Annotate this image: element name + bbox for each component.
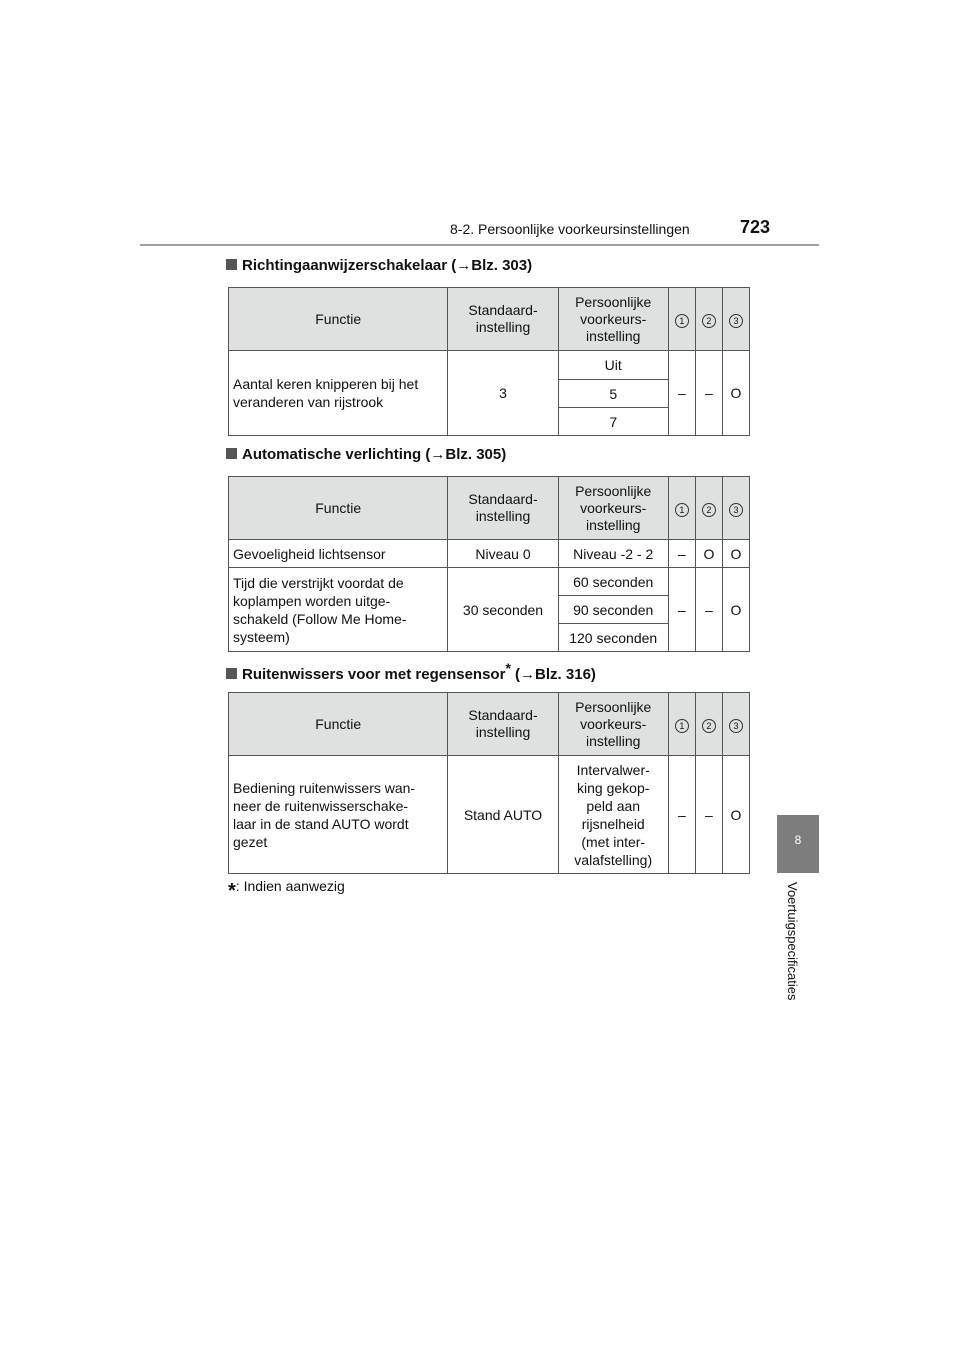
table-row	[229, 351, 750, 380]
cell-functie: Gevoeligheid lichtsensor	[229, 540, 448, 568]
square-bullet-icon	[226, 668, 237, 679]
table-row	[229, 756, 750, 874]
cell-option: 7	[558, 408, 668, 436]
table-header-row	[229, 477, 750, 540]
section-heading-richtingaanwijzer	[226, 257, 532, 274]
cell-standaard: 3	[448, 351, 558, 436]
cell-standaard: 30 seconden	[448, 568, 558, 652]
cell-c2: O	[695, 540, 722, 568]
col-header-persoonlijk: Persoonlijke voorkeurs- instelling	[558, 288, 668, 351]
col-header-standaard: Standaard- instelling	[448, 693, 558, 756]
chapter-tab[interactable]: 8	[777, 815, 819, 873]
cell-option: Intervalwer- king gekop- peld aan rijsnelheid (met inter- valafstelling)	[558, 756, 668, 874]
cell-c1: –	[668, 568, 695, 652]
section-title-ref: (→Blz. 316)	[510, 666, 596, 683]
cell-option: Uit	[558, 351, 668, 380]
col-header-1	[668, 477, 695, 540]
section-title: Automatische verlichting (→Blz. 305)	[242, 446, 507, 463]
cell-c1: –	[668, 351, 695, 436]
col-header-2	[695, 693, 722, 756]
col-header-3	[722, 693, 749, 756]
footnote-star: *	[228, 880, 236, 902]
section-title: Richtingaanwijzerschakelaar (→Blz. 303)	[242, 257, 533, 274]
cell-c2: –	[695, 568, 722, 652]
settings-table-ruitenwissers	[228, 692, 750, 874]
circled-number-icon: 2	[702, 719, 716, 733]
circled-number-icon: 3	[729, 719, 743, 733]
settings-table-richtingaanwijzer	[228, 287, 750, 436]
section-title: Ruitenwissers voor met regensensor	[242, 666, 506, 683]
settings-table-verlichting	[228, 476, 750, 652]
cell-c3: O	[722, 351, 749, 436]
section-heading-ruitenwissers	[226, 660, 596, 683]
cell-standaard: Niveau 0	[448, 540, 558, 568]
table-header-row	[229, 288, 750, 351]
col-header-2	[695, 288, 722, 351]
col-header-functie: Functie	[229, 693, 448, 756]
table-header-row	[229, 693, 750, 756]
square-bullet-icon	[226, 259, 237, 270]
chapter-tab-label-text: Voertuigspecificaties	[785, 882, 800, 1001]
cell-option: 120 seconden	[558, 624, 668, 652]
cell-functie: Bediening ruitenwissers wan- neer de ruitenwisserschake- laar in de stand AUTO wordt gezet	[229, 756, 448, 874]
circled-number-icon: 2	[702, 314, 716, 328]
footnote-marker: *	[505, 660, 511, 676]
circled-number-icon: 1	[675, 314, 689, 328]
col-header-functie: Functie	[229, 288, 448, 351]
col-header-3	[722, 477, 749, 540]
chapter-tab-label	[786, 882, 806, 1022]
header-divider	[140, 244, 819, 246]
circled-number-icon: 1	[675, 503, 689, 517]
cell-option: 60 seconden	[558, 568, 668, 596]
col-header-persoonlijk: Persoonlijke voorkeurs- instelling	[558, 477, 668, 540]
col-header-2	[695, 477, 722, 540]
page-number: 723	[740, 217, 771, 237]
circled-number-icon: 2	[702, 503, 716, 517]
cell-standaard: Stand AUTO	[448, 756, 558, 874]
circled-number-icon: 3	[729, 314, 743, 328]
col-header-3	[722, 288, 749, 351]
cell-option: 90 seconden	[558, 596, 668, 624]
col-header-persoonlijk: Persoonlijke voorkeurs- instelling	[558, 693, 668, 756]
footnote	[228, 878, 345, 903]
section-heading-verlichting	[226, 446, 506, 463]
col-header-functie: Functie	[229, 477, 448, 540]
col-header-1	[668, 288, 695, 351]
circled-number-icon: 3	[729, 503, 743, 517]
table-row	[229, 568, 750, 596]
table-row	[229, 540, 750, 568]
cell-c3: O	[722, 540, 749, 568]
col-header-1	[668, 693, 695, 756]
cell-c1: –	[668, 540, 695, 568]
col-header-standaard: Standaard- instelling	[448, 288, 558, 351]
cell-option: 5	[558, 380, 668, 408]
footnote-text: : Indien aanwezig	[235, 878, 345, 894]
cell-functie: Tijd die verstrijkt voordat de koplampen worden uitge- schakeld (Follow Me Home- systeem)	[229, 568, 448, 652]
col-header-standaard: Standaard- instelling	[448, 477, 558, 540]
square-bullet-icon	[226, 448, 237, 459]
circled-number-icon: 1	[675, 719, 689, 733]
cell-c2: –	[695, 756, 722, 874]
cell-c1: –	[668, 756, 695, 874]
cell-c3: O	[722, 568, 749, 652]
cell-c2: –	[695, 351, 722, 436]
cell-functie: Aantal keren knipperen bij het veranderen van rijstrook	[229, 351, 448, 436]
cell-option: Niveau -2 - 2	[558, 540, 668, 568]
chapter-title: 8-2. Persoonlijke voorkeursinstellingen	[450, 221, 690, 237]
cell-c3: O	[722, 756, 749, 874]
